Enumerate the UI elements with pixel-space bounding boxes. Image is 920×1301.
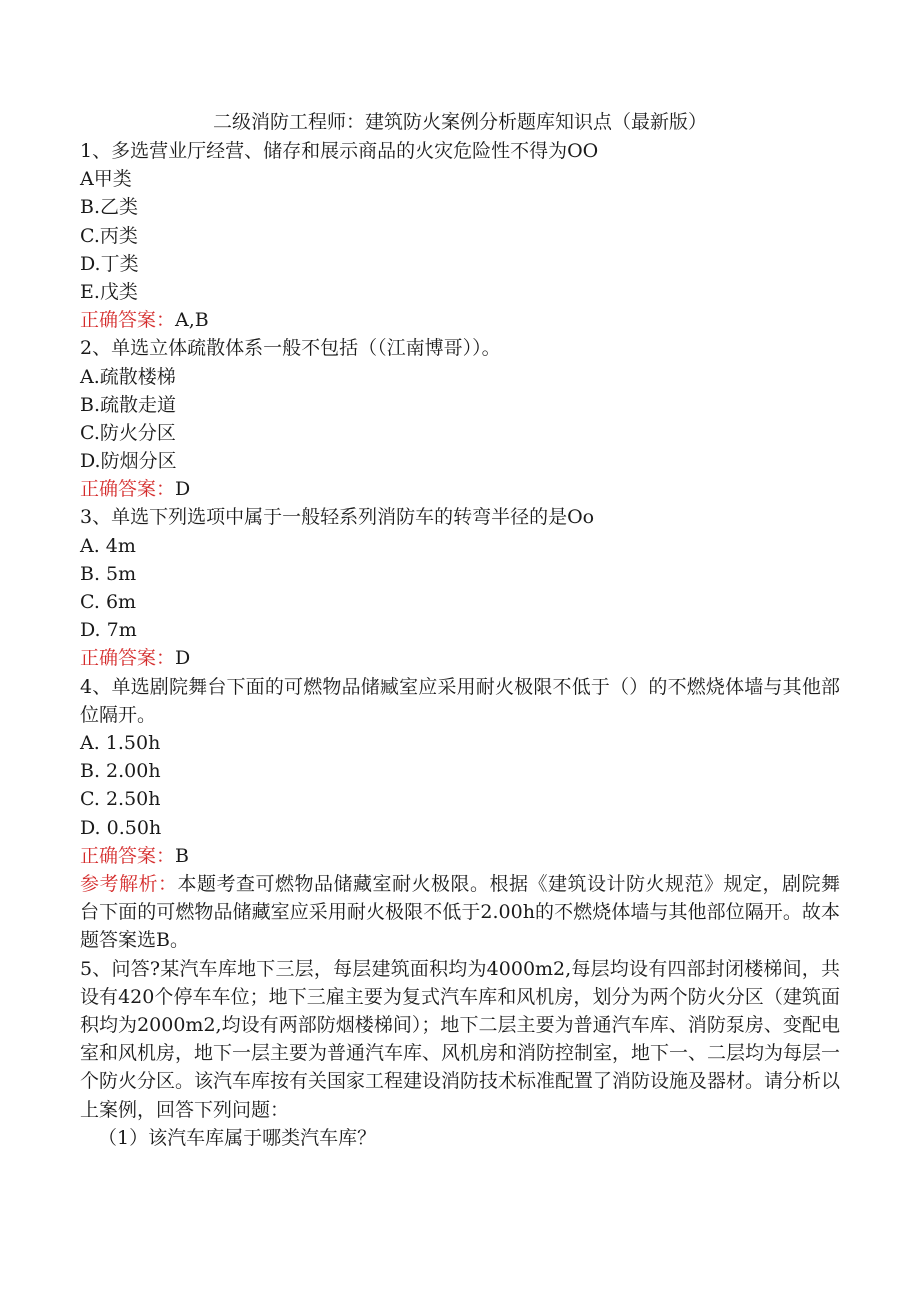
q4-stem: 4、单选剧院舞台下面的可燃物品储臧室应采用耐火极限不低于（）的不燃烧体墙与其他部位隔开。 xyxy=(80,675,840,726)
q1-stem: 1、多选营业厅经营、储存和展示商品的火灾危险性不得为OO xyxy=(80,140,599,162)
q3-option-a: A. 4m xyxy=(80,534,136,557)
q2-option-c: C.防火分区 xyxy=(80,421,176,444)
q2-answer xyxy=(80,475,840,503)
q2-option-d: D.防烟分区 xyxy=(80,450,177,473)
q4-option-b: B. 2.00h xyxy=(80,760,161,783)
answer-label: 正确答案： xyxy=(80,647,176,670)
q4-option-d: D. 0.50h xyxy=(80,816,162,839)
answer-value: B xyxy=(175,844,189,867)
q5-stem: 5、问答?某汽车库地下三层，每层建筑面积均为4000m2,每层均设有四部封闭楼梯间，共设有420个停车车位；地下三雇主要为复式汽车库和风机房，划分为两个防火分区（建筑面积均为2000m2,均设有两部防烟楼梯间）；地下二层主要为普通汽车库、消防泵房、变配电室和风机房，地下一层主要为普通汽车库、风机房和消防控制室，地下一、二层均为每层一个防火分区。该汽车库按有关国家工程建设消防技术标准配置了消防设施及器材。请分析以上案例，回答下列问题： xyxy=(80,957,841,1121)
answer-value: D xyxy=(175,478,191,501)
q5-sub-question-1: （1）该汽车库属于哪类汽车库？ xyxy=(98,1126,377,1149)
q4-answer xyxy=(80,842,840,870)
q3-option-d: D. 7m xyxy=(80,619,137,642)
q3-answer xyxy=(80,644,840,672)
q4-option-c: C. 2.50h xyxy=(80,788,161,811)
analysis-text: 本题考查可燃物品储藏室耐火极限。根据《建筑设计防火规范》规定，剧院舞台下面的可燃物品储藏室应采用耐火极限不低于2.00h的不燃烧体墙与其他部位隔开。故本题答案选B。 xyxy=(80,872,840,952)
q4-option-a: A. 1.50h xyxy=(80,731,161,754)
q3-option-b: B. 5m xyxy=(80,562,137,585)
question-list xyxy=(80,137,840,1152)
answer-value: D xyxy=(175,647,191,670)
document-title: 二级消防工程师：建筑防火案例分析题库知识点（最新版） xyxy=(212,111,707,133)
q1-option-c: C.丙类 xyxy=(80,224,138,247)
q1-option-a: A甲类 xyxy=(80,168,132,191)
q1-option-b: B.乙类 xyxy=(80,196,139,219)
answer-label: 正确答案： xyxy=(80,844,176,867)
answer-label: 正确答案： xyxy=(80,478,176,501)
q1-answer xyxy=(80,306,840,334)
q1-option-e: E.戊类 xyxy=(80,280,138,303)
q2-option-a: A.疏散楼梯 xyxy=(80,365,176,388)
q3-stem: 3、单选下列选项中属于一般轻系列消防车的转弯半径的是Oo xyxy=(80,506,595,529)
q2-option-b: B.疏散走道 xyxy=(80,393,177,416)
q3-option-c: C. 6m xyxy=(80,591,137,613)
q1-option-d: D.丁类 xyxy=(80,252,139,275)
q4-analysis xyxy=(80,870,840,955)
answer-label: 正确答案： xyxy=(80,309,176,332)
answer-value: A,B xyxy=(175,309,209,332)
q2-stem: 2、单选立体疏散体系一般不包括（（江南博哥））。 xyxy=(80,337,501,360)
analysis-label: 参考解析： xyxy=(80,872,178,895)
